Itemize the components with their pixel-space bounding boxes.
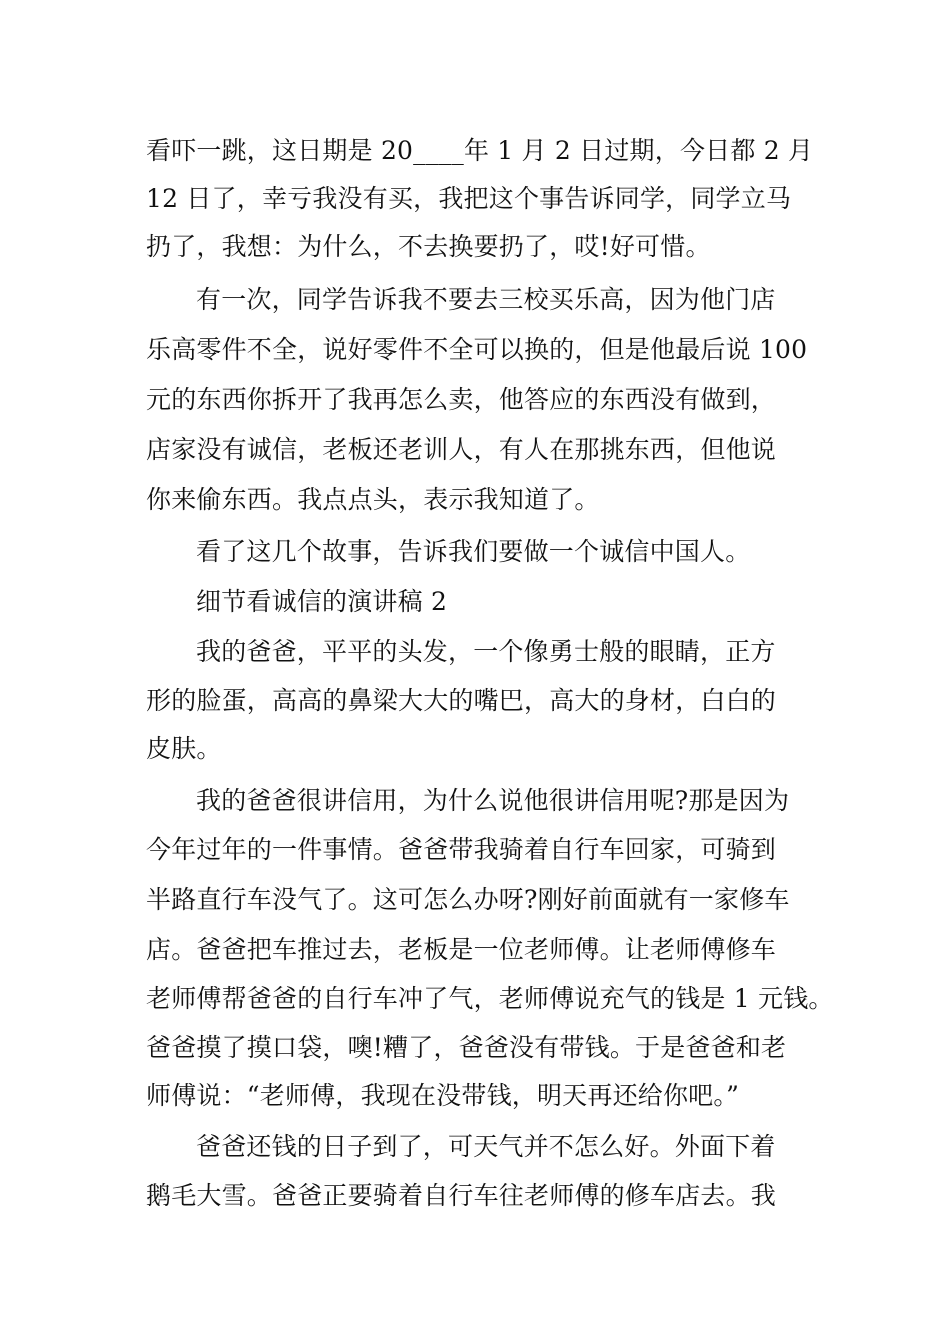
text-line: 今年过年的一件事情。爸爸带我骑着自行车回家，可骑到	[146, 835, 777, 864]
text-line: 店家没有诚信，老板还老训人，有人在那挑东西，但他说	[146, 435, 777, 464]
text-line: 半路直行车没气了。这可怎么办呀?刚好前面就有一家修车	[146, 885, 790, 914]
text-line: 你来偷东西。我点点头，表示我知道了。	[146, 485, 600, 514]
paragraph-start-line: 我的爸爸很讲信用，为什么说他很讲信用呢?那是因为	[196, 786, 790, 815]
text-line: 扔了，我想：为什么，不去换要扔了，哎!好可惜。	[146, 232, 711, 261]
paragraph-start-line: 有一次，同学告诉我不要去三校买乐高，因为他门店	[196, 285, 776, 314]
paragraph-start-line: 看了这几个故事，告诉我们要做一个诚信中国人。	[196, 537, 751, 566]
text-line: 元的东西你拆开了我再怎么卖，他答应的东西没有做到，	[146, 385, 777, 414]
text-line: 师傅说：“老师傅，我现在没带钱，明天再还给你吧。”	[146, 1081, 740, 1110]
section-heading: 细节看诚信的演讲稿 2	[196, 587, 448, 616]
text-line: 鹅毛大雪。爸爸正要骑着自行车往老师傅的修车店去。我	[146, 1181, 777, 1210]
text-line: 爸爸摸了摸口袋，噢!糟了，爸爸没有带钱。于是爸爸和老	[146, 1033, 787, 1062]
text-line: 形的脸蛋，高高的鼻梁大大的嘴巴，高大的身材，白白的	[146, 686, 777, 715]
text-line: 老师傅帮爸爸的自行车冲了气，老师傅说充气的钱是 1 元钱。	[146, 984, 834, 1013]
text-line: 皮肤。	[146, 734, 222, 763]
text-line: 乐高零件不全，说好零件不全可以换的，但是他最后说 100	[146, 335, 808, 364]
text-line: 12 日了，幸亏我没有买，我把这个事告诉同学，同学立马	[146, 184, 792, 213]
text-line: 看吓一跳，这日期是 20____年 1 月 2 日过期，今日都 2 月	[146, 136, 814, 165]
text-line: 店。爸爸把车推过去，老板是一位老师傅。让老师傅修车	[146, 935, 777, 964]
paragraph-start-line: 我的爸爸，平平的头发，一个像勇士般的眼睛，正方	[196, 637, 776, 666]
paragraph-start-line: 爸爸还钱的日子到了，可天气并不怎么好。外面下着	[196, 1132, 776, 1161]
